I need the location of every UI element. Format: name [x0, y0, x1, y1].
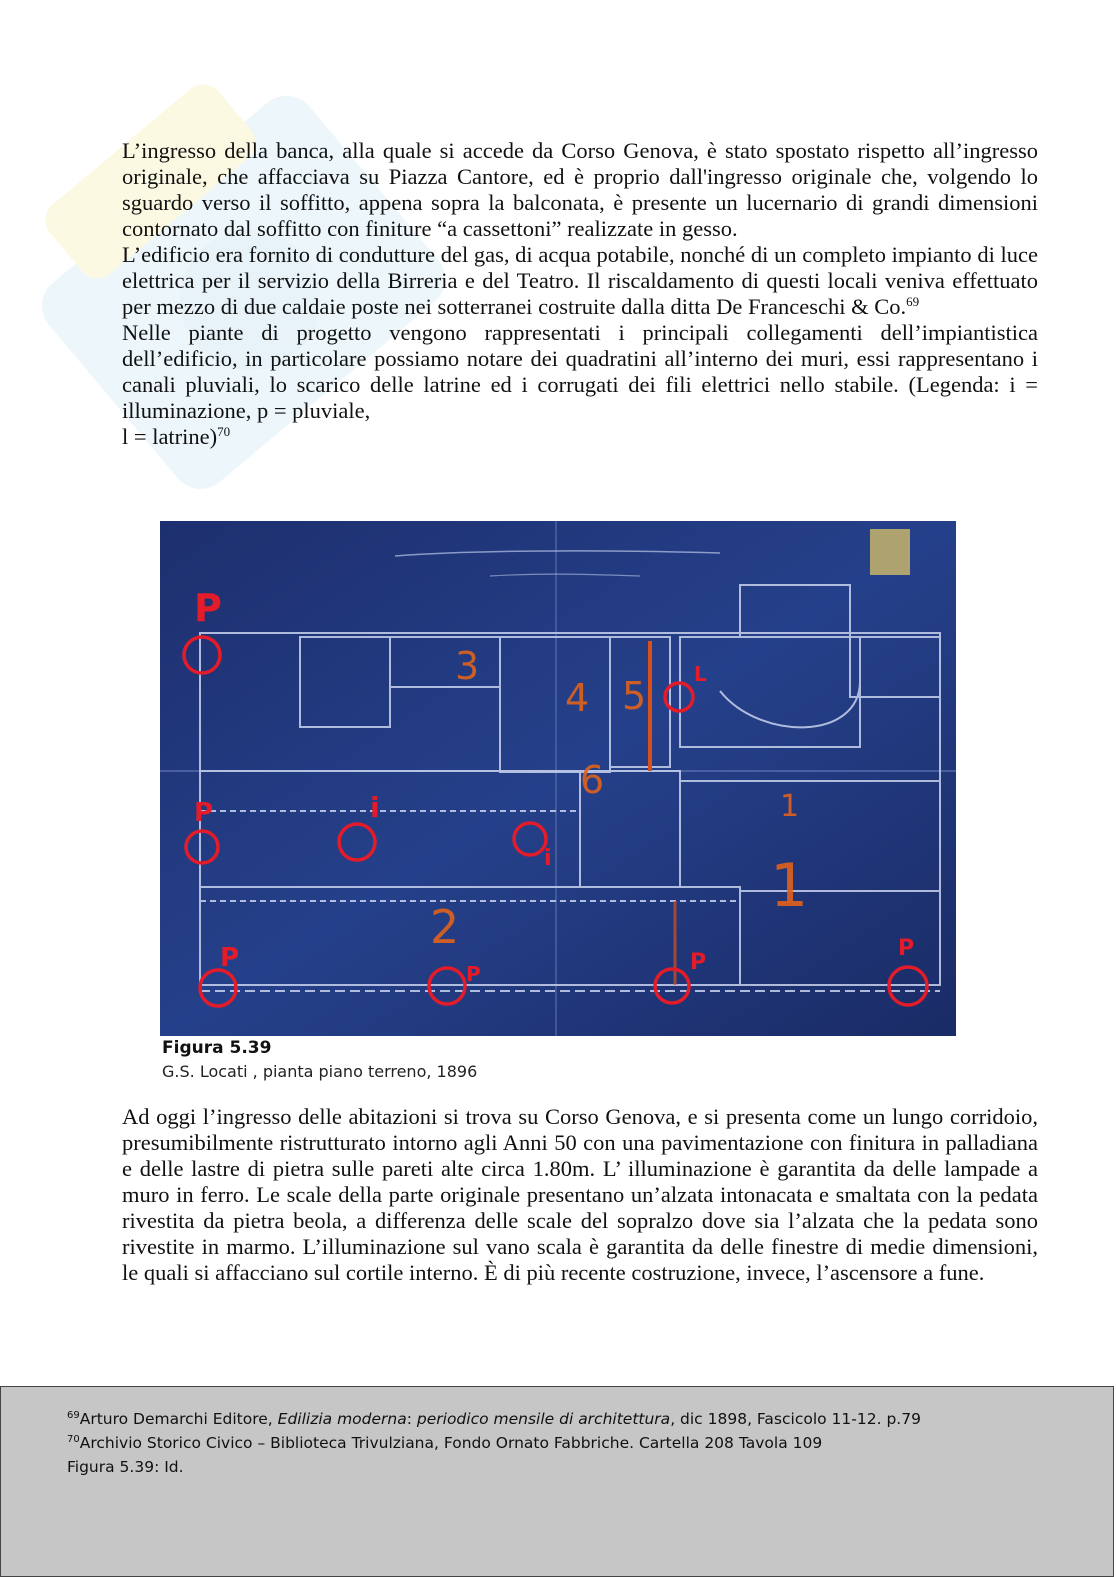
blueprint-drawing [160, 521, 956, 1036]
figure-title: Figura 5.39 [162, 1038, 272, 1058]
footnote-70-text: Archivio Storico Civico – Biblioteca Trivulziana, Fondo Ornato Fabbriche. Cartella 208 Tavola 109 [79, 1434, 823, 1452]
footnote-69-italic-subtitle: periodico mensile di architettura [416, 1410, 671, 1428]
footnote-70-number: 70 [67, 1434, 80, 1445]
footnote-figure-source [67, 1455, 1113, 1479]
room-number-1-small: 1 [780, 789, 800, 824]
paragraph-residences-entrance: Ad oggi l’ingresso delle abitazioni si trova su Corso Genova, e si presenta come un lungo corridoio, presumibilmente ristrutturato intorno agli Anni 50 con una pavimentazione con finitura in palladiana e delle lastre di pietra sulle pareti alte circa 1.80m. L’ illuminazione è garantita da delle lampade a muro in ferro. Le scale della parte originale presentano un’alzata intonacata e smaltata con la pedata rivestita da pietra beola, a differenza delle scale del sopralzo dove sia l’alzata che la pedata sono rivestite in marmo. L’illuminazione sul vano scala è garantita da delle finestre di medie dimensioni, le quali si affacciano sul cortile interno. È di più recente costruzione, invece, l’ascensore a fune. [122, 1104, 1038, 1285]
footnote-69-pre: Arturo Demarchi Editore, [79, 1410, 278, 1428]
footnote-figure-source-text: Figura 5.39: Id. [67, 1458, 184, 1476]
p-label-mid-left: P [194, 798, 214, 828]
room-number-6: 6 [580, 758, 605, 802]
body-text-top [122, 138, 1038, 450]
i-label-center: i [544, 846, 552, 871]
footnote-69-mid: : [406, 1410, 417, 1428]
figure-caption [162, 1036, 477, 1084]
p-label-top-left: P [194, 586, 222, 630]
paragraph-utilities [122, 242, 1038, 320]
p-label-bottom-right: P [690, 950, 707, 975]
floor-plan-figure [160, 521, 956, 1036]
p-label-bottom-center: P [466, 962, 481, 986]
room-number-4: 4 [565, 676, 590, 720]
paragraph-utilities-text: L’edificio era fornito di condutture del gas, di acqua potabile, nonché di un completo impianto di luce elettrica per il servizio della Birreria e del Teatro. Il riscaldamento di questi locali veniva effettuato per mezzo di due caldaie poste nei sotterranei costruite dalla ditta De Franceschi & Co. [122, 242, 1038, 319]
footnote-69-number: 69 [67, 1410, 80, 1421]
paragraph-legend-end [122, 424, 1038, 450]
room-number-2: 2 [430, 900, 460, 954]
p-label-bottom-left: P [220, 943, 240, 973]
l-label: L [694, 662, 707, 686]
footnote-69-post: , dic 1898, Fascicolo 11-12. p.79 [670, 1410, 921, 1428]
room-number-3: 3 [455, 644, 480, 688]
i-label-left: i [370, 791, 380, 824]
footnote-69 [67, 1407, 1113, 1431]
room-number-5: 5 [622, 674, 647, 718]
body-text-bottom [122, 1104, 1038, 1286]
paragraph-bank-entrance: L’ingresso della banca, alla quale si accede da Corso Genova, è stato spostato rispetto all’ingresso originale, che affacciava su Piazza Cantore, ed è proprio dall'ingresso originale che, volgendo lo sguardo verso il soffitto, appena sopra la balconata, è presente un lucernario di grandi dimensioni contornato dal soffitto con finiture “a cassettoni” realizzate in gesso. [122, 138, 1038, 241]
footnote-70 [67, 1431, 1113, 1455]
figure-description: G.S. Locati , pianta piano terreno, 1896 [162, 1062, 478, 1081]
room-number-1-large: 1 [770, 851, 809, 921]
legend-end-text: l = latrine) [122, 424, 218, 449]
footnotes-box [0, 1386, 1114, 1577]
footnote-ref-69: 69 [906, 294, 920, 309]
footnote-ref-70: 70 [217, 424, 231, 439]
footnote-69-italic-title: Edilizia moderna [277, 1410, 407, 1428]
paragraph-plans: Nelle piante di progetto vengono rappresentati i principali collegamenti dell’impiantistica dell’edificio, in particolare possiamo notare dei quadratini all’interno dei muri, essi rappresentano i canali pluviali, lo scarico delle latrine ed i corrugati dei fili elettrici nello stabile. (Legenda: i = illuminazione, p = pluviale, [122, 320, 1038, 423]
p-label-far-right: P [898, 936, 915, 961]
